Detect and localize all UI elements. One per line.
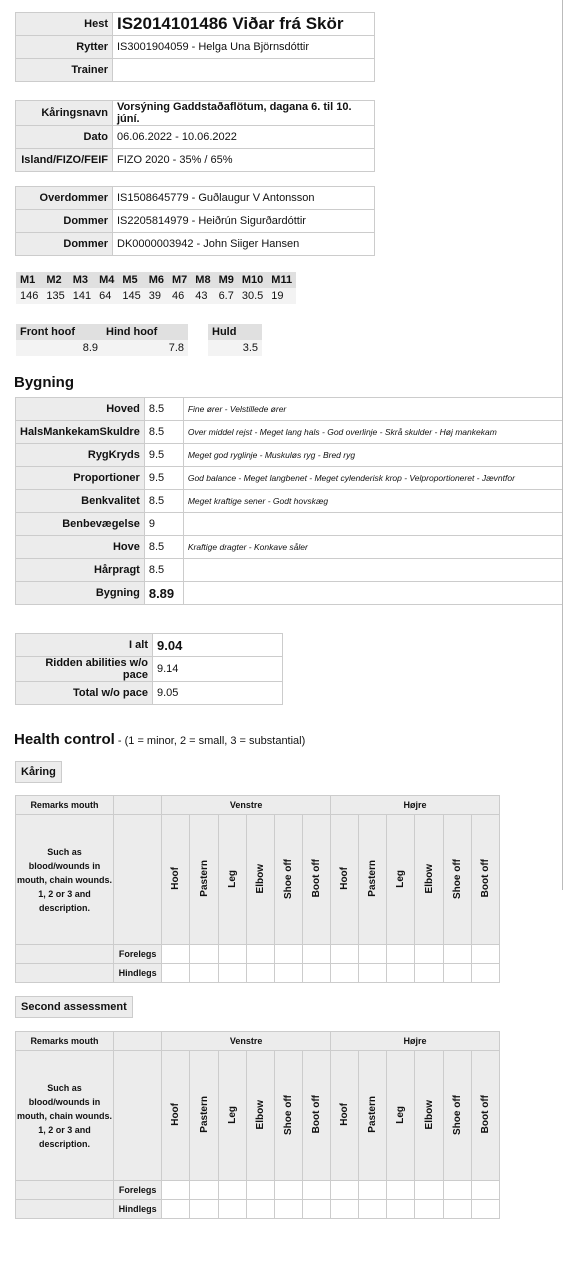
forelegs-cell[interactable] xyxy=(246,945,274,964)
measurement-header: M11 xyxy=(267,272,296,288)
huld-value: 3.5 xyxy=(208,340,262,356)
hindlegs-cell[interactable] xyxy=(162,964,190,983)
measurement-value: 30.5 xyxy=(238,288,267,304)
date-value: 06.06.2022 - 10.06.2022 xyxy=(113,126,375,149)
measurement-value: 64 xyxy=(95,288,118,304)
hindlegs-cell[interactable] xyxy=(359,1200,387,1219)
bygning-row-label: Hoved xyxy=(16,398,145,421)
hindlegs-cell[interactable] xyxy=(415,964,443,983)
bygning-row xyxy=(16,536,567,559)
column-header: Leg xyxy=(395,1105,407,1124)
karing-button[interactable]: Kåring xyxy=(15,761,62,783)
measurement-value: 141 xyxy=(69,288,95,304)
karing-health-table xyxy=(15,795,500,983)
hindlegs-cell[interactable] xyxy=(302,964,330,983)
forelegs-cell[interactable] xyxy=(387,945,415,964)
hindlegs-cell[interactable] xyxy=(190,1200,218,1219)
total-value: 9.05 xyxy=(153,682,283,705)
fizo-label: Island/FIZO/FEIF xyxy=(16,149,113,172)
column-header: Elbow xyxy=(423,863,435,894)
venstre-label: Venstre xyxy=(162,1032,331,1051)
measurement-value: 19 xyxy=(267,288,296,304)
right-panel-edge xyxy=(562,0,567,890)
column-header: Boot off xyxy=(311,1095,322,1134)
measurement-value: 39 xyxy=(145,288,168,304)
total-label: I alt xyxy=(16,634,153,657)
remarks-description: Such as blood/wounds in mouth, chain wounds. 1, 2 or 3 and description. xyxy=(16,815,114,945)
bygning-row xyxy=(16,467,567,490)
total-label: Total w/o pace xyxy=(16,682,153,705)
bygning-row-score: 8.5 xyxy=(144,559,183,582)
bygning-row-score: 9.5 xyxy=(144,444,183,467)
forelegs-cell[interactable] xyxy=(190,1181,218,1200)
measurement-value: 145 xyxy=(118,288,144,304)
bygning-row xyxy=(16,421,567,444)
bygning-total-score: 8.89 xyxy=(144,582,183,605)
bygning-row-comment: Meget god ryglinje - Muskuløs ryg - Bred ryg xyxy=(183,444,567,467)
hojre-label: Højre xyxy=(331,796,500,815)
forelegs-cell[interactable] xyxy=(274,1181,302,1200)
bygning-row-label: Hårpragt xyxy=(16,559,145,582)
bygning-row-comment: God balance - Meget langbenet - Meget cylenderisk krop - Velproportioneret - Jævntfor xyxy=(183,467,567,490)
front-hoof-label: Front hoof xyxy=(16,324,102,340)
date-label: Dato xyxy=(16,126,113,149)
bygning-row-label: Benbevægelse xyxy=(16,513,145,536)
forelegs-cell[interactable] xyxy=(190,945,218,964)
column-header: Hoof xyxy=(339,1103,351,1126)
column-header: Leg xyxy=(395,869,407,888)
hindlegs-label: Hindlegs xyxy=(113,1200,161,1219)
measurement-header: M6 xyxy=(145,272,168,288)
column-header: Pastern xyxy=(198,860,210,897)
measurement-header: M3 xyxy=(69,272,95,288)
measurement-header: M2 xyxy=(42,272,68,288)
bygning-row xyxy=(16,490,567,513)
bygning-row xyxy=(16,398,567,421)
measurement-header: M7 xyxy=(168,272,191,288)
forelegs-cell[interactable] xyxy=(331,945,359,964)
judges-table xyxy=(15,186,375,256)
forelegs-cell[interactable] xyxy=(162,945,190,964)
forelegs-cell[interactable] xyxy=(218,945,246,964)
judge-value: IS2205814979 - Heiðrún Sigurðardóttir xyxy=(113,210,375,233)
bygning-row-label: RygKryds xyxy=(16,444,145,467)
column-header: Leg xyxy=(226,869,238,888)
bygning-row-score: 8.5 xyxy=(144,421,183,444)
bygning-row xyxy=(16,513,567,536)
measurement-header: M1 xyxy=(16,272,42,288)
measurement-header: M5 xyxy=(118,272,144,288)
bygning-row-score: 8.5 xyxy=(144,536,183,559)
measurement-value: 46 xyxy=(168,288,191,304)
hest-label: Hest xyxy=(16,13,113,36)
column-header: Pastern xyxy=(367,1096,379,1133)
health-heading xyxy=(14,731,305,749)
bygning-row-label: Benkvalitet xyxy=(16,490,145,513)
huld-label: Huld xyxy=(208,324,262,340)
hindlegs-cell[interactable] xyxy=(331,1200,359,1219)
bygning-row-comment: Fine ører - Velstillede ører xyxy=(183,398,567,421)
hindlegs-cell[interactable] xyxy=(246,1200,274,1219)
measurement-header: M8 xyxy=(191,272,214,288)
measurement-value: 146 xyxy=(16,288,42,304)
hindlegs-cell[interactable] xyxy=(443,964,471,983)
judge-value: IS1508645779 - Guðlaugur V Antonsson xyxy=(113,187,375,210)
forelegs-cell[interactable] xyxy=(359,945,387,964)
trainer-value xyxy=(113,59,375,82)
hindlegs-cell[interactable] xyxy=(415,1200,443,1219)
column-header: Hoof xyxy=(170,867,182,890)
measurement-value: 43 xyxy=(191,288,214,304)
hindlegs-cell[interactable] xyxy=(387,964,415,983)
column-header: Elbow xyxy=(254,863,266,894)
hindlegs-cell[interactable] xyxy=(190,964,218,983)
remarks-description: Such as blood/wounds in mouth, chain wounds. 1, 2 or 3 and description. xyxy=(16,1051,114,1181)
column-header: Shoe off xyxy=(451,858,463,899)
column-header: Shoe off xyxy=(451,1094,463,1135)
column-header: Boot off xyxy=(479,1095,491,1134)
hindlegs-label: Hindlegs xyxy=(113,964,161,983)
forelegs-label: Forelegs xyxy=(113,945,161,964)
forelegs-cell[interactable] xyxy=(471,1181,499,1200)
total-value: 9.14 xyxy=(153,657,283,682)
rytter-label: Rytter xyxy=(16,36,113,59)
trainer-label: Trainer xyxy=(16,59,113,82)
remarks-mouth-label: Remarks mouth xyxy=(16,796,114,815)
measurement-header: M9 xyxy=(215,272,238,288)
bygning-row-comment xyxy=(183,513,567,536)
bygning-row xyxy=(16,559,567,582)
measurement-header: M10 xyxy=(238,272,267,288)
total-value: 9.04 xyxy=(153,634,283,657)
hind-hoof-value: 7.8 xyxy=(102,340,188,356)
judge-label: Dommer xyxy=(16,210,113,233)
column-header: Boot off xyxy=(479,859,491,898)
hindlegs-cell[interactable] xyxy=(471,964,499,983)
forelegs-label: Forelegs xyxy=(113,1181,161,1200)
bygning-row-score: 8.5 xyxy=(144,490,183,513)
hindlegs-cell[interactable] xyxy=(387,1200,415,1219)
second-assessment-button[interactable]: Second assessment xyxy=(15,996,133,1018)
totals-table xyxy=(15,633,283,705)
column-header: Shoe off xyxy=(282,1094,294,1135)
forelegs-cell[interactable] xyxy=(471,945,499,964)
forelegs-cell[interactable] xyxy=(218,1181,246,1200)
judge-value: DK0000003942 - John Siiger Hansen xyxy=(113,233,375,256)
hindlegs-cell[interactable] xyxy=(274,1200,302,1219)
measurement-value: 135 xyxy=(42,288,68,304)
hindlegs-cell[interactable] xyxy=(302,1200,330,1219)
forelegs-cell[interactable] xyxy=(359,1181,387,1200)
bygning-row-score: 9.5 xyxy=(144,467,183,490)
health-title: Health control xyxy=(14,731,115,748)
bygning-row-label: Hove xyxy=(16,536,145,559)
forelegs-cell[interactable] xyxy=(387,1181,415,1200)
bygning-row-score: 9 xyxy=(144,513,183,536)
column-header: Shoe off xyxy=(282,858,294,899)
bygning-row-comment: Over middel rejst - Meget lang hals - God overlinje - Skrå skulder - Høj mankekam xyxy=(183,421,567,444)
bygning-row-label: HalsMankekamSkuldre xyxy=(16,421,145,444)
bygning-table xyxy=(15,397,567,605)
column-header: Leg xyxy=(226,1105,238,1124)
hind-hoof-label: Hind hoof xyxy=(102,324,188,340)
column-header: Pastern xyxy=(198,1096,210,1133)
front-hoof-value: 8.9 xyxy=(16,340,102,356)
forelegs-cell[interactable] xyxy=(443,945,471,964)
total-label: Ridden abilities w/o pace xyxy=(16,657,153,682)
forelegs-cell[interactable] xyxy=(162,1181,190,1200)
bygning-row-comment: Kraftige dragter - Konkave såler xyxy=(183,536,567,559)
hojre-label: Højre xyxy=(331,1032,500,1051)
forelegs-cell[interactable] xyxy=(415,945,443,964)
column-header: Pastern xyxy=(367,860,379,897)
judge-label: Overdommer xyxy=(16,187,113,210)
bygning-row-comment xyxy=(183,559,567,582)
column-header: Elbow xyxy=(423,1099,435,1130)
hoof-table xyxy=(16,324,262,356)
forelegs-cell[interactable] xyxy=(302,945,330,964)
bygning-total-label: Bygning xyxy=(16,582,145,605)
forelegs-cell[interactable] xyxy=(415,1181,443,1200)
horse-info-table xyxy=(15,12,375,82)
column-header: Hoof xyxy=(339,867,351,890)
hindlegs-cell[interactable] xyxy=(162,1200,190,1219)
bygning-row xyxy=(16,444,567,467)
venstre-label: Venstre xyxy=(162,796,331,815)
measurement-header: M4 xyxy=(95,272,118,288)
show-name-value: Vorsýning Gaddstaðaflötum, dagana 6. til 10. júní. xyxy=(113,101,375,126)
hindlegs-cell[interactable] xyxy=(331,964,359,983)
column-header: Hoof xyxy=(170,1103,182,1126)
bygning-row-label: Proportioner xyxy=(16,467,145,490)
bygning-heading: Bygning xyxy=(14,374,74,391)
hest-value: IS2014101486 Viðar frá Skör xyxy=(113,13,375,36)
hindlegs-cell[interactable] xyxy=(274,964,302,983)
column-header: Boot off xyxy=(311,859,322,898)
bygning-row-comment: Meget kraftige sener - Godt hovskæg xyxy=(183,490,567,513)
hindlegs-cell[interactable] xyxy=(359,964,387,983)
judge-label: Dommer xyxy=(16,233,113,256)
forelegs-cell[interactable] xyxy=(302,1181,330,1200)
bygning-row-score: 8.5 xyxy=(144,398,183,421)
measurement-value: 6.7 xyxy=(215,288,238,304)
hindlegs-cell[interactable] xyxy=(218,1200,246,1219)
rytter-value: IS3001904059 - Helga Una Björnsdóttir xyxy=(113,36,375,59)
fizo-value: FIZO 2020 - 35% / 65% xyxy=(113,149,375,172)
hindlegs-cell[interactable] xyxy=(443,1200,471,1219)
second-health-table xyxy=(15,1031,500,1219)
hindlegs-cell[interactable] xyxy=(218,964,246,983)
forelegs-cell[interactable] xyxy=(274,945,302,964)
forelegs-cell[interactable] xyxy=(246,1181,274,1200)
hindlegs-cell[interactable] xyxy=(246,964,274,983)
forelegs-cell[interactable] xyxy=(331,1181,359,1200)
show-info-table xyxy=(15,100,375,172)
measurements-table xyxy=(16,272,296,304)
column-header: Elbow xyxy=(254,1099,266,1130)
show-name-label: Kåringsnavn xyxy=(16,101,113,126)
forelegs-cell[interactable] xyxy=(443,1181,471,1200)
remarks-mouth-label: Remarks mouth xyxy=(16,1032,114,1051)
health-subtitle: - (1 = minor, 2 = small, 3 = substantial) xyxy=(114,735,306,747)
hindlegs-cell[interactable] xyxy=(471,1200,499,1219)
